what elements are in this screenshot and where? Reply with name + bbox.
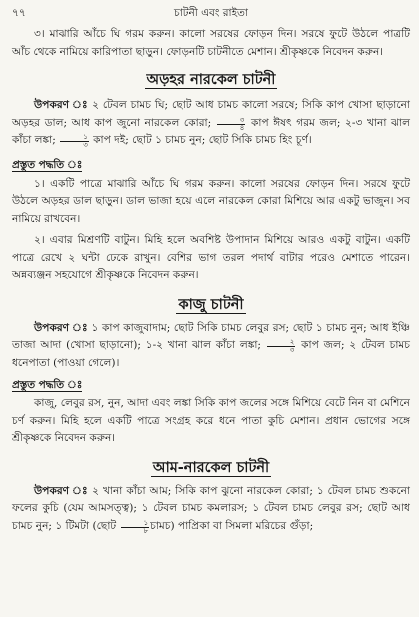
ingredients-text-c: কাপ দই; ছোট ১ চামচ নুন; ছোট সিকি চামচ হিং চূর্ণ। (93, 134, 312, 146)
fraction-denominator: ৩ (289, 346, 295, 354)
ingredients-label: উপকরণ ঃ (34, 484, 89, 497)
ingredients-paragraph (12, 97, 410, 150)
recipe-title-text: অড়হর নারকেল চাটনী (146, 71, 276, 88)
ingredients-text-a: ২ খানা কাঁচা আম; সিকি কাপ ঝুনো নারকেল কোরা; ১ টেবল চামচ শুকনো ফলের কুচি (যেম আমসত্ত্ব); ১ টেবল চামচ কমলারস; ১ টেবল চামচ লেবুর রস; ছোট আধ চামচ নুন; ১ টিমটা (ছোট (12, 484, 410, 532)
page-number: ৭৭ (12, 7, 26, 19)
method-heading (12, 157, 410, 174)
ingredients-label: উপকরণ ঃ (34, 99, 89, 111)
ingredients-text-b: কাপ জল; ২ টেবল চামচ ধনেপাতা (পাওয়া গেলে)। (12, 339, 410, 369)
fraction-numerator: ১ (121, 520, 150, 528)
fraction-numerator: ৩ (217, 117, 246, 125)
fraction-denominator: ৪ (239, 123, 245, 132)
fraction (121, 520, 150, 535)
running-header (12, 4, 410, 20)
fraction-denominator: ৩ (83, 141, 88, 149)
recipe-title-arhar-coconut (12, 70, 410, 90)
ingredients-text-a: ১ কাপ কাজুবাদাম; ছোট সিকি চামচ লেবুর রস; ছোট ১ চামচ নুন; আধ ইঞ্চি তাজা আদা (খোসা ছাড়ানো); ১-২ খানা ঝাল কাঁচা লঙ্কা; (12, 321, 410, 351)
fraction-denominator: ৮ (143, 526, 149, 535)
fraction (217, 117, 246, 132)
ingredients-label: উপকরণ ঃ (34, 321, 88, 334)
ingredients-text-b: কাপ ঈষৎ গরম জল; ২-৩ খানা ঝাল কাঁচা লঙ্কা; (12, 116, 411, 146)
method-step: ১। একটি পাত্রে মাঝারি আঁচে ঘি গরম করুন। কালো সরষের ফোড়ন দিন। সরষে ফুটে উঠলে অড়হর ডাল ছাড়ুন। ডাল ভাজা হয়ে এলে নারকেল কোরা মিশিয়ে আর একটু ভাজুন। সব নামিয়ে রাখবেন। (12, 177, 410, 225)
ingredients-paragraph (12, 320, 410, 373)
method-step: ২। এবার মিশ্রণটি বাটুন। মিহি হলে অবশিষ্ট উপাদান মিশিয়ে আরও একটু বাটুন। একটি পাত্রে রেখে ২ ঘন্টা ঢেকে রাখুন। বেশির ভাগ তরল পদার্থ বাটার পরেও মেশাতে পারেন। অন্নব্যঞ্জন সহযোগে শ্রীকৃষ্ণকে নিবেদন করুন। (12, 234, 410, 281)
method-heading (12, 377, 410, 394)
recipe-title-text: কাজু চাটনী (178, 295, 244, 313)
method-label: প্রস্তুত পদ্ধতি ঃ (12, 379, 83, 391)
method-step: কাজু, লেবুর রস, নুন, আদা এবং লঙ্কা সিকি কাপ জলের সঙ্গে মিশিয়ে বেটে নিন বা মেশিনে চর্ণ করুন। মিহি হলে একটি পাত্রে সংগ্রহ করে ধনে পাতা কুচি মেশান। প্রধান ভোগের সঙ্গে শ্রীকৃষ্ণকে নিবেদন করুন। (12, 397, 410, 444)
ingredients-text-a: ২ টেবল চামচ ঘি; ছোট আধ চামচ কালো সরষে; সিকি কাপ খোসা ছাড়ানো অড়হর ডাল; আধ কাপ জুনো নারকেল কোরা; (12, 99, 411, 129)
ingredients-text-b: চামচ) পাপ্রিকা বা সিমলা মরিচের গুঁড়া; (150, 519, 314, 532)
running-header-title: চাটনী এবং রাইতা (174, 7, 248, 19)
recipe-title-cashew (12, 295, 410, 315)
ingredients-paragraph (12, 483, 410, 536)
method-label: প্রস্তুত পদ্ধতি ঃ (12, 158, 83, 171)
recipe-title-mango-coconut (12, 458, 410, 478)
fraction-numerator: ২ (267, 339, 296, 347)
intro-step-paragraph: ৩। মাঝারি আঁচে ঘি গরম করুন। কালো সরষের ফোড়ন দিন। সরষে ফুটে উঠলে পাত্রটি আঁচ থেকে নামিয়ে কারিপাতা ছাড়ুন। ফোড়নটি চাটনীতে মেশান। শ্রীকৃষ্ণকে নিবেদন করুন। (12, 28, 410, 58)
recipe-title-text: আম-নারকেল চাটনী (152, 458, 270, 476)
fraction (60, 134, 89, 149)
fraction-numerator: ১ (60, 134, 89, 142)
fraction (267, 339, 296, 354)
